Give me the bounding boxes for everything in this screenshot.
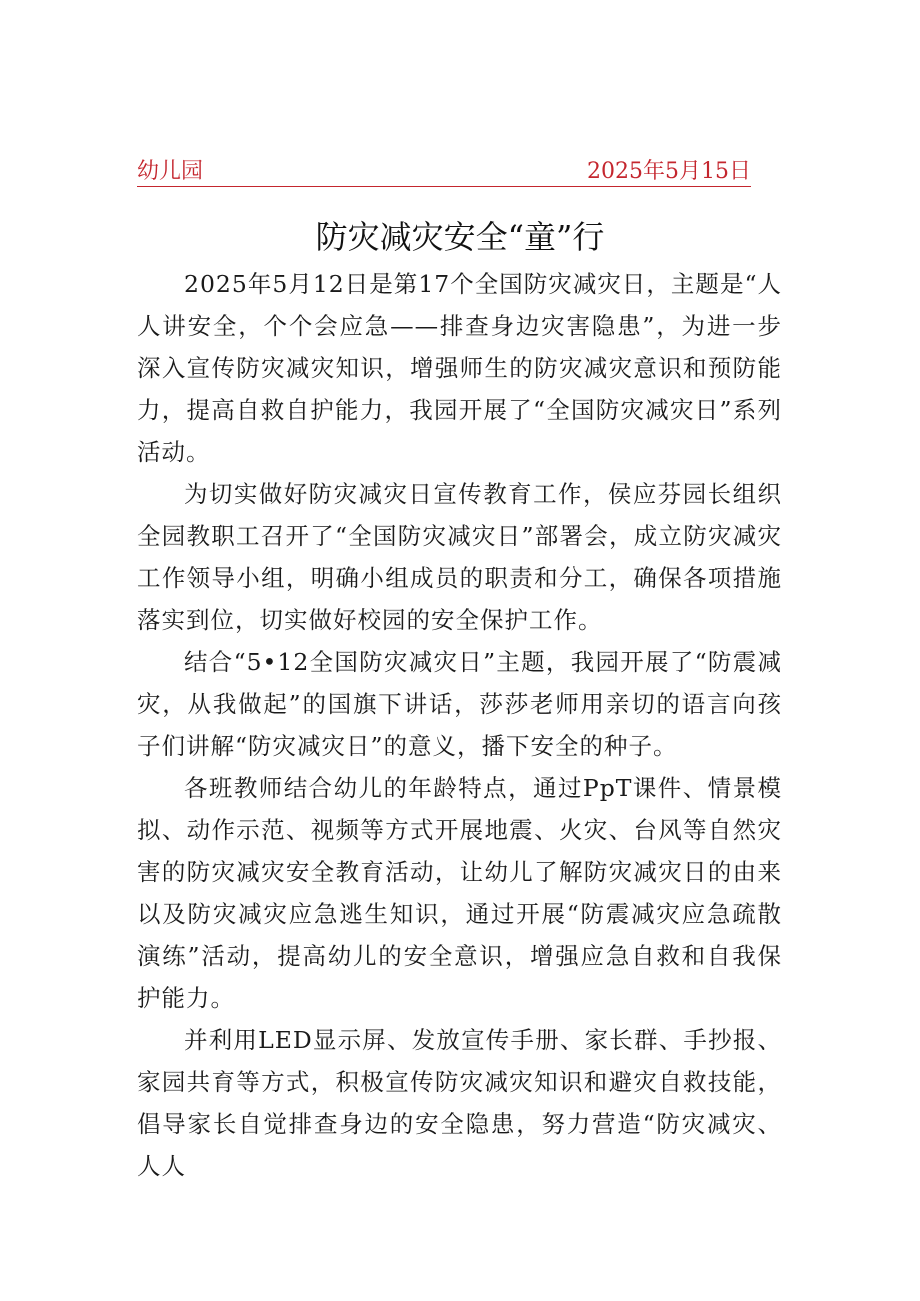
- paragraph: 2025年5月12日是第17个全国防灾减灾日，主题是“人人讲安全，个个会应急——排查身边灾害隐患”，为进一步深入宣传防灾减灾知识，增强师生的防灾减灾意识和预防能力，提高自救自护能力，我园开展了“全国防灾减灾日”系列活动。: [137, 270, 782, 466]
- document-header: [137, 158, 751, 187]
- header-org: 幼儿园: [137, 159, 204, 184]
- paragraph: 各班教师结合幼儿的年龄特点，通过PpT课件、情景模拟、动作示范、视频等方式开展地震、火灾、台风等自然灾害的防灾减灾安全教育活动，让幼儿了解防灾减灾日的由来以及防灾减灾应急逃生知识，通过开展“防震减灾应急疏散演练”活动，提高幼儿的安全意识，增强应急自救和自我保护能力。: [137, 774, 782, 1012]
- document-title: 防灾减灾安全“童”行: [315, 218, 605, 256]
- header-date: 2025年5月15日: [587, 159, 751, 184]
- paragraph: 并利用LED显示屏、发放宣传手册、家长群、手抄报、家园共育等方式，积极宣传防灾减灾知识和避灾自救技能，倡导家长自觉排查身边的安全隐患，努力营造“防灾减灾、人人: [137, 1026, 782, 1180]
- document-body: [137, 263, 782, 1187]
- paragraph: 结合“5•12全国防灾减灾日”主题，我园开展了“防震减灾，从我做起”的国旗下讲话，莎莎老师用亲切的语言向孩子们讲解“防灾减灾日”的意义，播下安全的种子。: [137, 648, 782, 760]
- paragraph: 为切实做好防灾减灾日宣传教育工作，侯应芬园长组织全园教职工召开了“全国防灾减灾日”部署会，成立防灾减灾工作领导小组，明确小组成员的职责和分工，确保各项措施落实到位，切实做好校园的安全保护工作。: [137, 480, 782, 634]
